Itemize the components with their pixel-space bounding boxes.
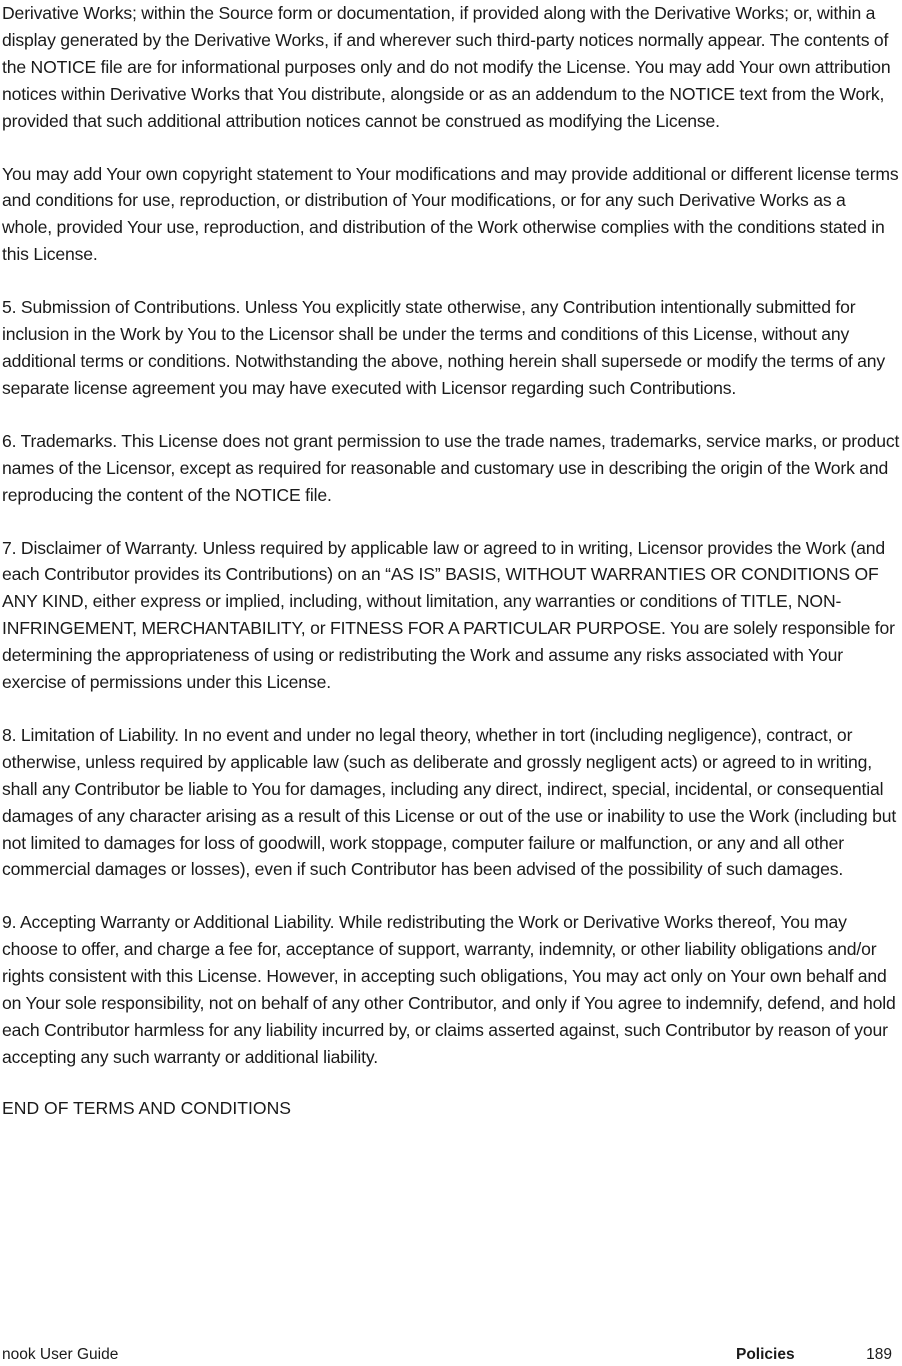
paragraph-trademarks: 6. Trademarks. This License does not grant permission to use the trade names, trademarks, service marks, or product names of the Licensor, except as required for reasonable and customary use in describing the origin of the Work and reproducing the content of the NOTICE file. [2, 430, 900, 505]
paragraph-accepting-warranty: 9. Accepting Warranty or Additional Liability. While redistributing the Work or Derivative Works thereof, You may choose to offer, and charge a fee for, acceptance of support, warranty, indemnity, or other liability obligations and/or rights consistent with this License. However, in accepting such obligations, You may act only on Your own behalf and on Your sole responsibility, not on behalf of any other Contributor, and only if You agree to indemnify, defend, and hold each Contributor harmless for any liability incurred by, or claims asserted against, such Contributor by reason of your accepting any such warranty or additional liability. [2, 912, 896, 1067]
paragraph-limitation-of-liability: 8. Limitation of Liability. In no event and under no legal theory, whether in tort (including negligence), contract, or otherwise, unless required by applicable law (such as deliberate and grossly negligent acts) or agreed to in writing, shall any Contributor be liable to You for damages, including any direct, indirect, special, incidental, or consequential damages of any character arising as a result of this License or out of the use or inability to use the Work (including but not limited to damages for loss of goodwill, work stoppage, computer failure or malfunction, or any and all other commercial damages or losses), even if such Contributor has been advised of the possibility of such damages. [2, 724, 897, 880]
paragraph-notice-continuation: Derivative Works; within the Source form or documentation, if provided along with the Derivative Works; or, within a display generated by the Derivative Works, if and wherever such third-party notices normally appear. The contents of the NOTICE file are for informational purposes only and do not modify the License. You may add Your own attribution notices within Derivative Works that You distribute, alongside or as an addendum to the NOTICE text from the Work, provided that such additional attribution notices cannot be construed as modifying the License. [2, 3, 891, 131]
paragraph-copyright-statement: You may add Your own copyright statement to Your modifications and may provide additional or different license terms and conditions for use, reproduction, or distribution of Your modifications, or for any such Derivative Works as a whole, provided Your use, reproduction, and distribution of the Work otherwise complies with the conditions stated in this License. [2, 163, 899, 265]
page-footer [2, 1344, 896, 1366]
end-of-terms-heading: END OF TERMS AND CONDITIONS [2, 1097, 292, 1118]
paragraph-disclaimer-of-warranty: 7. Disclaimer of Warranty. Unless required by applicable law or agreed to in writing, Licensor provides the Work (and each Contributor provides its Contributions) on an “AS IS” BASIS, WITHOUT WARRANTIES OR CONDITIONS OF ANY KIND, either express or implied, including, without limitation, any warranties or conditions of TITLE, NON-INFRINGEMENT, MERCHANTABILITY, or FITNESS FOR A PARTICULAR PURPOSE. You are solely responsible for determining the appropriateness of using or redistributing the Work and assume any risks associated with Your exercise of permissions under this License. [2, 537, 895, 693]
footer-page-number: 189 [866, 1346, 892, 1363]
footer-guide-title: nook User Guide [2, 1346, 119, 1363]
license-text-body [2, 0, 900, 1122]
paragraph-submission-of-contributions: 5. Submission of Contributions. Unless You explicitly state otherwise, any Contribution intentionally submitted for inclusion in the Work by You to the Licensor shall be under the terms and conditions of this License, without any additional terms or conditions. Notwithstanding the above, nothing herein shall supersede or modify the terms of any separate license agreement you may have executed with Licensor regarding such Contributions. [2, 297, 886, 398]
footer-section-name: Policies [736, 1346, 795, 1363]
